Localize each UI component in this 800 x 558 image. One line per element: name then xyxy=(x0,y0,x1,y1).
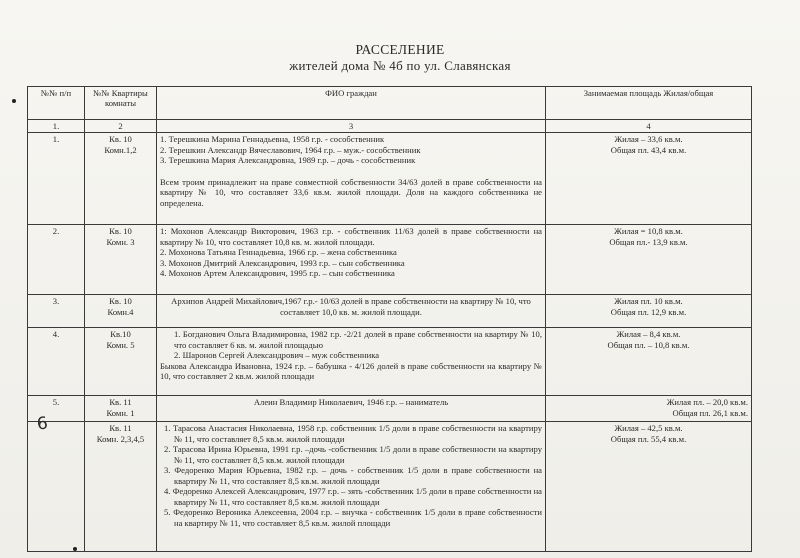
resident-line: 1. Тарасова Анастасия Николаевна, 1958 г.р. собственник 1/5 доли в праве собственности на квартиру № 11, что составляет 8,5 кв.м. жилой площади xyxy=(164,423,542,444)
resident-line: 4. Мохонов Артем Александрович, 1995 г.р. – сын собственника xyxy=(160,268,395,279)
apartment-cell xyxy=(85,422,157,552)
area-cell xyxy=(546,396,752,422)
table-row xyxy=(28,225,752,295)
resident-line: 3. Терешкина Мария Александровна, 1989 г.р. – дочь - сособственник xyxy=(160,155,416,166)
living-area: Жилая – 33,6 кв.м. xyxy=(614,134,683,145)
apartment-number: Кв. 10 xyxy=(109,134,132,145)
room-numbers: Комн. 5 xyxy=(106,339,135,350)
row-num xyxy=(28,422,85,552)
living-area: Жилая пл. – 20,0 кв.м. xyxy=(666,397,748,408)
living-area: Жилая = 10,8 кв.м. xyxy=(614,226,683,237)
room-numbers: Комн. 2,3,4,5 xyxy=(96,433,145,444)
handwritten-row-number: 6 xyxy=(35,413,50,435)
table-row xyxy=(28,295,752,328)
apartment-number: Кв. 10 xyxy=(109,296,132,307)
resident-line: Алеин Владимир Николаевич, 1946 г.р. – наниматель xyxy=(253,397,449,408)
total-area: Общая пл. 43,4 кв.м. xyxy=(610,144,687,155)
resident-line: 2. Терешкин Александр Вячеславович, 1964 г.р. – муж.- сособственник xyxy=(160,144,421,155)
area-cell xyxy=(546,295,752,328)
row-num: 4. xyxy=(28,328,85,396)
table-header-row xyxy=(28,87,752,120)
row-num: 5. xyxy=(28,396,85,422)
col-number: 1. xyxy=(28,120,85,133)
total-area: Общая пл. 12,9 кв.м. xyxy=(610,306,687,317)
document-title: РАССЕЛЕНИЕ xyxy=(355,42,445,57)
col-header-apt: №№ Квартиры комнаты xyxy=(85,87,157,120)
resident-line: 1. Богданович Ольга Владимировна, 1982 г.р. -2/21 долей в праве собственности на квартиру № 10, что составляет 6 кв. м. жилой площадью xyxy=(174,329,542,350)
area-cell xyxy=(546,133,752,225)
residents-cell xyxy=(157,133,546,225)
room-numbers: Комн. 3 xyxy=(106,236,135,247)
total-area: Общая пл. 55,4 кв.м. xyxy=(610,433,687,444)
table-row xyxy=(28,133,752,225)
residents-cell xyxy=(157,295,546,328)
table-row xyxy=(28,396,752,422)
residents-table xyxy=(27,86,752,552)
apartment-number: Кв. 11 xyxy=(109,423,132,434)
column-number-row xyxy=(28,120,752,133)
stray-mark xyxy=(12,99,16,103)
apartment-cell xyxy=(85,396,157,422)
resident-line: 1. Терешкина Марина Геннадьевна, 1958 г.р. - сособственник xyxy=(160,134,385,145)
resident-line: 4. Федоренко Алексей Александрович, 1977 г.р. – зять -собственник 1/5 доли в праве собственности на квартиру № 11, что составляет 8,5 кв.м. жилой площади xyxy=(164,486,542,507)
resident-line: Архипов Андрей Михайлович,1967 г.р.- 10/63 долей в праве собственности на квартиру № 10, что составляет 10,0 кв. м. жилой площади. xyxy=(171,296,531,317)
room-numbers: Комн.4 xyxy=(107,306,134,317)
resident-line: Быкова Александра Ивановна, 1924 г.р. – бабушка - 4/126 долей в праве собственности на квартиру № 10, что составляет 2 кв.м. жилой площади xyxy=(160,360,542,382)
residents-cell xyxy=(157,422,546,552)
area-cell xyxy=(546,328,752,396)
col-header-fio: ФИО граждан xyxy=(157,87,546,120)
apartment-cell xyxy=(85,295,157,328)
total-area: Общая пл. 26,1 кв.м. xyxy=(672,407,748,418)
apartment-number: Кв. 10 xyxy=(109,226,132,237)
room-numbers: Комн. 1 xyxy=(106,407,135,418)
row-num: 3. xyxy=(28,295,85,328)
residents-cell xyxy=(157,225,546,295)
resident-line: 2. Шаронов Сергей Александрович – муж собственника xyxy=(174,350,380,361)
apartment-cell xyxy=(85,225,157,295)
table-row xyxy=(28,328,752,396)
row-num: 2. xyxy=(28,225,85,295)
area-cell xyxy=(546,225,752,295)
living-area: Жилая пл. 10 кв.м. xyxy=(614,296,683,307)
col-header-area: Занимаемая площадь Жилая/общая xyxy=(546,87,752,120)
col-number: 2 xyxy=(85,120,157,133)
residents-cell xyxy=(157,328,546,396)
col-number: 3 xyxy=(157,120,546,133)
apartment-number: Кв.10 xyxy=(110,329,131,340)
room-numbers: Комн.1,2 xyxy=(104,144,137,155)
living-area: Жилая – 42,5 кв.м. xyxy=(614,423,683,434)
resident-line: 1: Мохонов Александр Викторович, 1963 г.р. - собственник 11/63 долей в праве собственности на квартиру № 10, что составляет 10,8 кв. м. жилой площади. xyxy=(160,226,542,247)
residents-cell xyxy=(157,396,546,422)
resident-line: 2. Мохонова Татьяна Геннадьевна, 1966 г.р. – жена собственника xyxy=(160,247,397,258)
row-num: 1. xyxy=(28,133,85,225)
apartment-number: Кв. 11 xyxy=(109,397,132,408)
resident-line: 2. Тарасова Ирина Юрьевна, 1991 г.р. –дочь -собственник 1/5 доли в праве собственности на квартиру № 11, что составляет 8,5 кв.м. жилой площади xyxy=(164,444,542,465)
table-row xyxy=(28,422,752,552)
area-cell xyxy=(546,422,752,552)
document-subtitle: жителей дома № 4б по ул. Славянская xyxy=(289,58,511,73)
resident-line: 5. Федоренко Вероника Алексеевна, 2004 г.р. – внучка - собственник 1/5 доли в праве собственности на квартиру № 11, что составляет 8,5 кв.м. жилой площади xyxy=(164,507,542,528)
col-number: 4 xyxy=(546,120,752,133)
col-header-num: №№ п/п xyxy=(28,87,85,120)
resident-line: 3. Федоренко Мария Юрьевна, 1982 г.р. – дочь - собственник 1/5 доли в праве собственности на квартиру № 11, что составляет 8,5 кв.м. жилой площади xyxy=(164,465,542,486)
resident-line: 3. Мохонов Дмитрий Александрович, 1993 г.р. – сын собственника xyxy=(160,257,405,268)
living-area: Жилая – 8,4 кв.м. xyxy=(616,329,681,340)
ownership-note: Всем троим принадлежит на праве совместной собственности 34/63 долей в праве собственности на квартиру № 10, что составляет 33,6 кв.м. жилой площади. Доля на каждого собственника не определена. xyxy=(160,176,542,208)
apartment-cell xyxy=(85,328,157,396)
total-area: Общая пл.- 13,9 кв.м. xyxy=(609,236,688,247)
apartment-cell xyxy=(85,133,157,225)
total-area: Общая пл. – 10,8 кв.м. xyxy=(607,339,690,350)
